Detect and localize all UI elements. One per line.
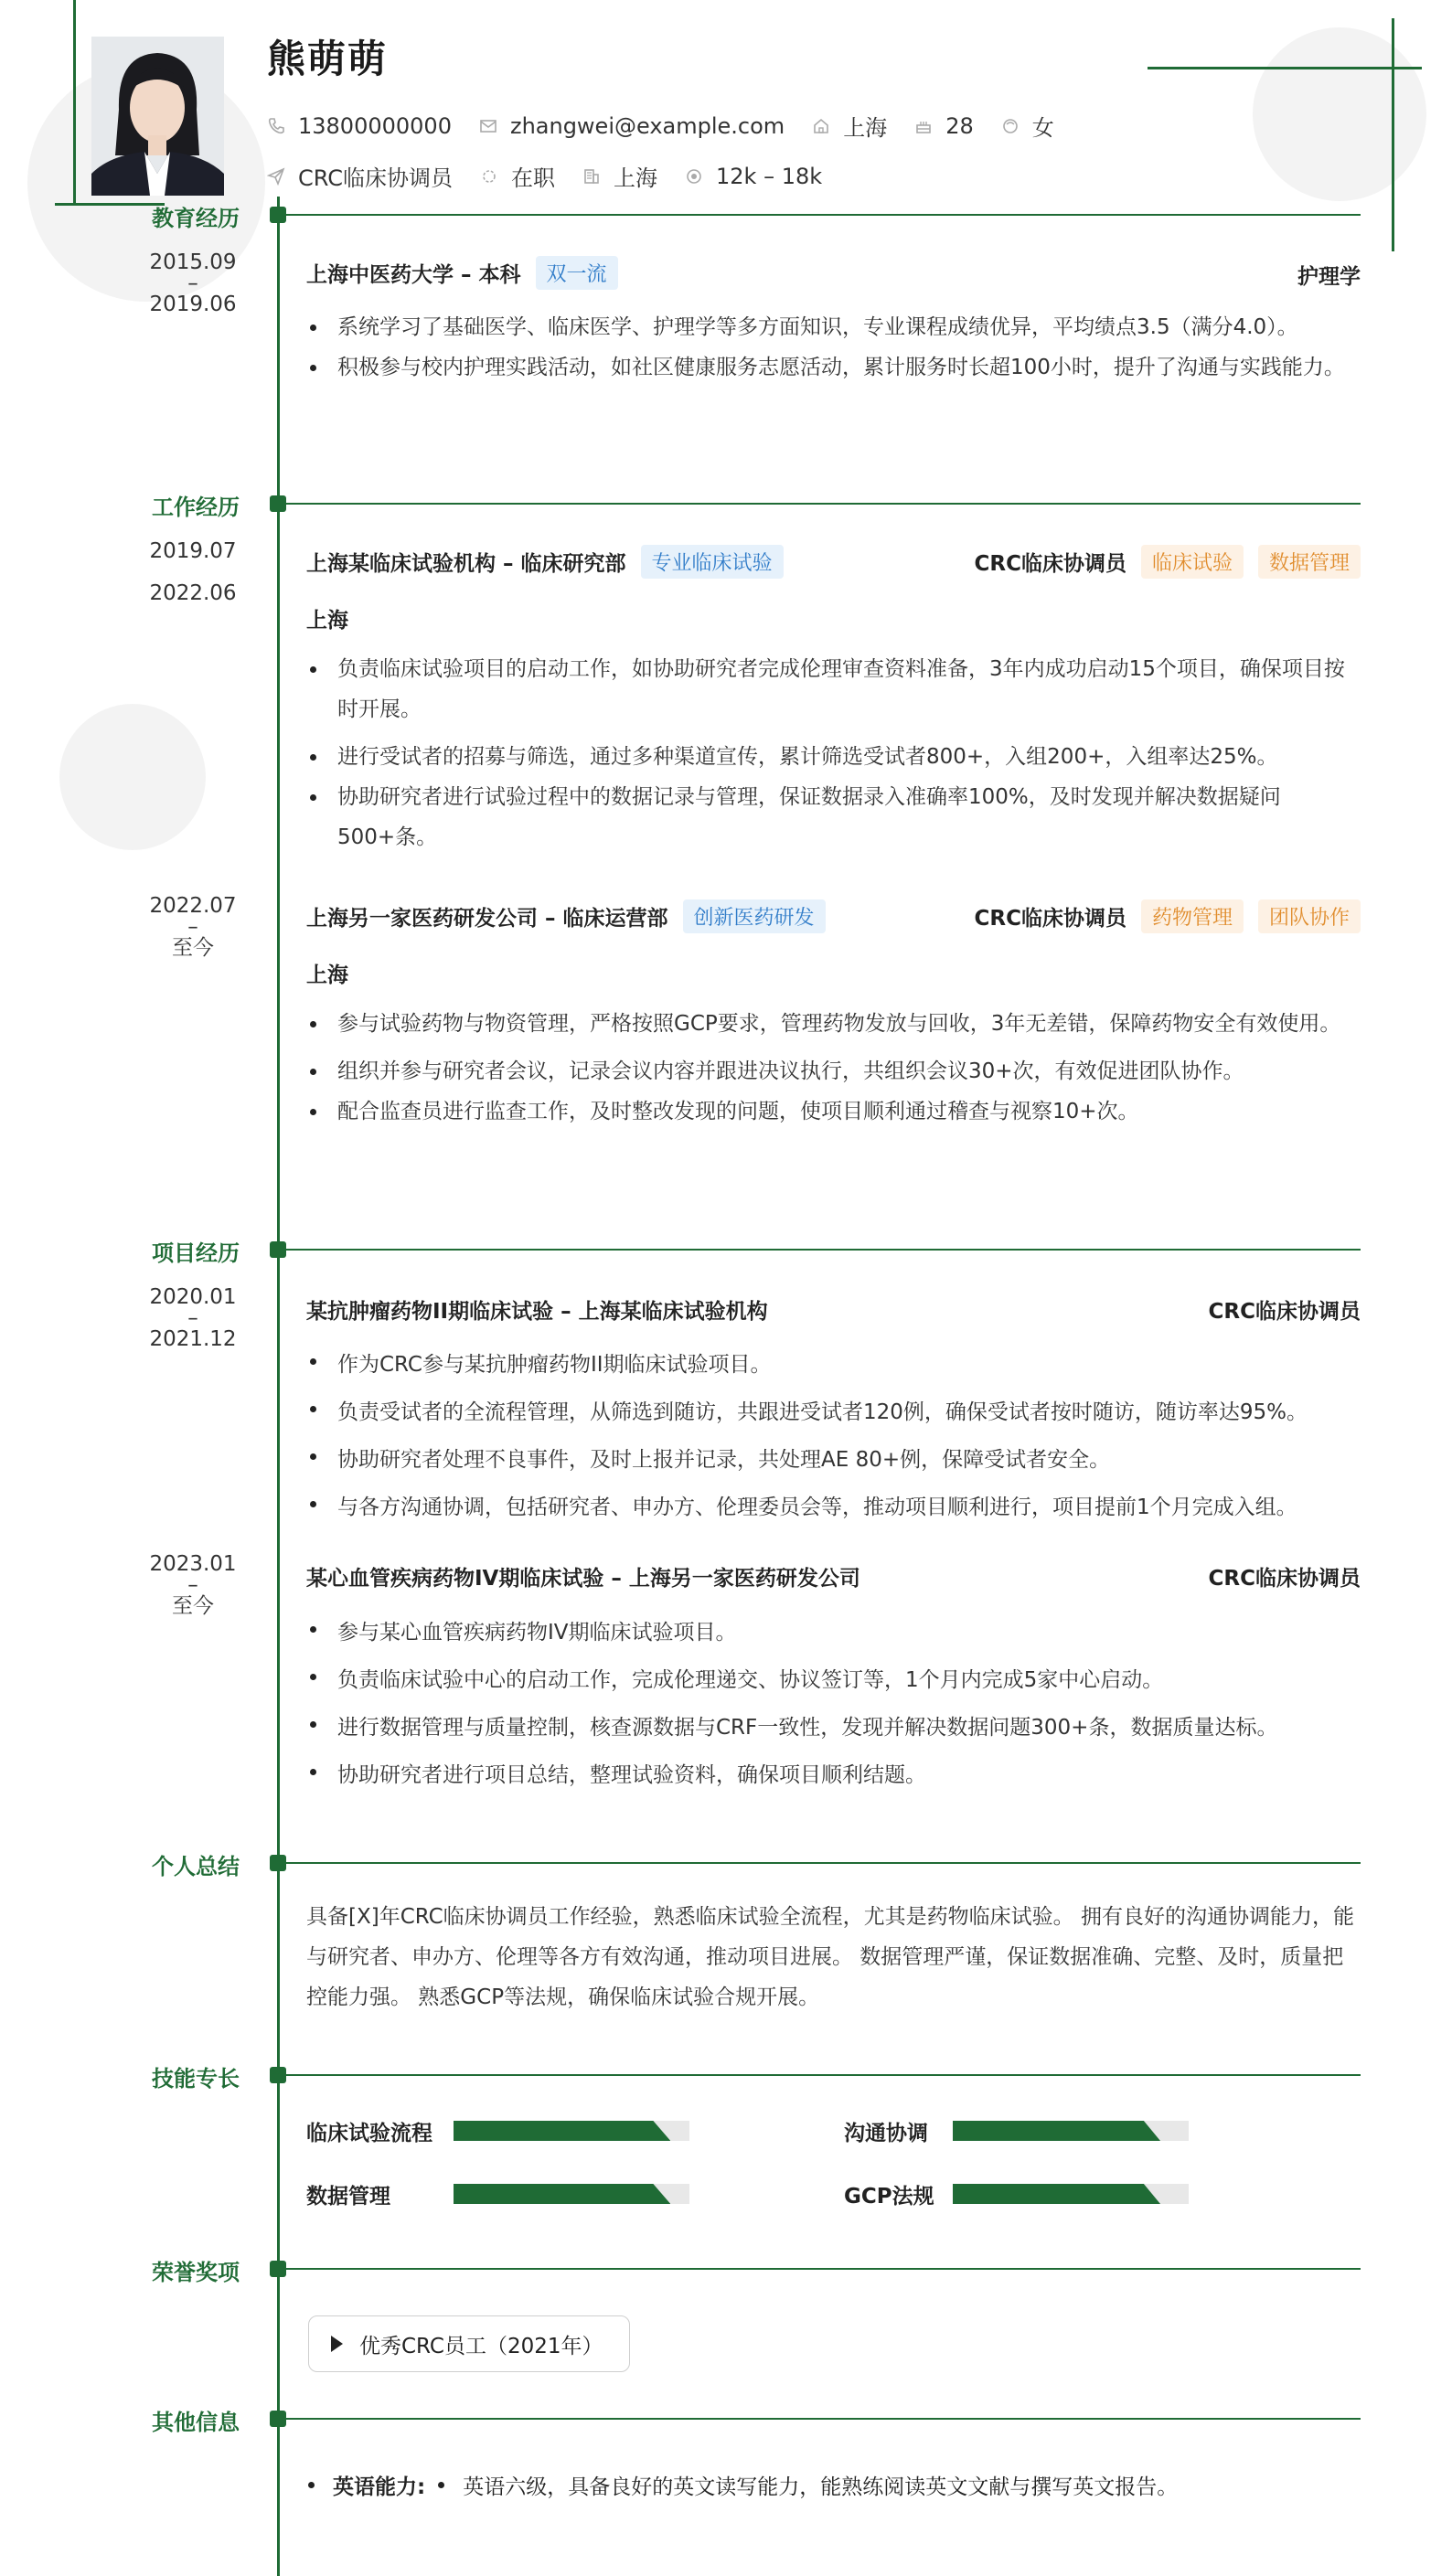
section-title-education: 教育经历 [152,206,240,231]
section-title-work: 工作经历 [152,495,240,520]
salary-text: 12k – 18k [716,163,823,189]
status-item [480,160,555,192]
other-label: 英语能力: [333,2475,426,2499]
gender-icon [1001,117,1020,135]
section-divider [280,2268,1361,2270]
status-icon [480,167,498,186]
work-role [974,899,1361,933]
play-icon [331,2336,343,2352]
work-bullets [306,649,1362,865]
skill-fill [454,2121,670,2141]
work-title [306,545,784,579]
decor-line [1148,67,1422,69]
project-date: 2020.01 – 2021.12 [149,1285,237,1351]
timeline-line [277,197,280,2576]
decor-line [73,0,76,206]
role-tag: 临床试验 [1141,545,1244,579]
list-item: 进行受试者的招募与筛选，通过多种渠道宣传，累计筛选受试者800+，入组200+，入组率达25%。 [306,737,1362,777]
list-item: 参与某心血管疾病药物IV期临床试验项目。 [306,1609,1367,1656]
skill-name: 沟通协调 [844,2122,928,2145]
work-city-item [582,160,657,192]
list-item: 负责受试者的全流程管理，从筛选到随访，共跟进受试者120例，确保受试者按时随访，随访率达95%。 [306,1389,1367,1436]
email-text: zhangwei@example.com [509,112,785,139]
skill-fill [454,2184,670,2204]
status-text: 在职 [511,165,555,191]
summary-text: 具备[X]年CRC临床协调员工作经验，熟悉临床试验全流程，尤其是药物临床试验。 拥有良好的沟通协调能力，能与研究者、申办方、伦理等各方有效沟通，推动项目进展。 数据管理严谨，保证数据准确、完整、及时，质量把控能力强。 熟悉GCP等法规，确保临床试验合规开展。 [306,1905,1354,2009]
role-tag: 数据管理 [1258,545,1361,579]
list-item: 参与试验药物与物资管理，严格按照GCP要求，管理药物发放与回收，3年无差错，保障药物安全有效使用。 [306,1004,1362,1044]
section-title-other: 其他信息 [152,2410,240,2435]
city-text: 上海 [843,115,888,141]
project-date: 2023.01 – 至今 [149,1552,237,1618]
list-item: 系统学习了基础医学、临床医学、护理学等多方面知识，专业课程成绩优异，平均绩点3.5（满分4.0）。 [306,307,1362,347]
role-name: CRC临床协调员 [974,907,1126,931]
section-divider [280,214,1361,216]
work-location: 上海 [306,609,348,633]
skill-bar [953,2121,1189,2141]
project-bullets [306,1341,1367,1531]
section-title-project: 项目经历 [152,1240,240,1266]
section-title-summary: 个人总结 [152,1854,240,1879]
building-icon [582,167,601,186]
project-role: CRC临床协调员 [1208,1567,1361,1591]
award-text: 优秀CRC员工（2021年） [359,2334,603,2358]
skill-bar [953,2184,1189,2204]
work-role [974,545,1361,579]
work-location: 上海 [306,963,348,987]
work-city-text: 上海 [614,165,657,191]
edu-bullets [306,307,1362,388]
edu-date: 2015.09 – 2019.06 [149,250,237,316]
send-icon [267,167,285,186]
decor-line [1392,18,1394,251]
work-title [306,899,826,933]
candidate-name: 熊萌萌 [267,37,389,81]
cake-icon [914,117,933,135]
job-title-text: CRC临床协调员 [298,165,453,191]
section-title-skills: 技能专长 [152,2066,240,2092]
award-item[interactable] [308,2315,630,2372]
list-item: 负责临床试验中心的启动工作，完成伦理递交、协议签订等，1个月内完成5家中心启动。 [306,1656,1367,1704]
section-divider [280,503,1361,505]
other-text: 英语六级，具备良好的英文读写能力，能熟练阅读英文文献与撰写英文报告。 [463,2475,1179,2499]
contact-row [267,110,1082,142]
skill-bar [454,2184,689,2204]
other-info [306,2470,1178,2500]
home-icon [812,117,830,135]
role-tag: 药物管理 [1141,899,1244,933]
decor-circle-mid-left [59,704,206,850]
school-tag: 双一流 [536,256,618,290]
project-role: CRC临床协调员 [1208,1300,1361,1324]
section-divider [280,2418,1361,2420]
skill-name: 临床试验流程 [306,2122,432,2145]
edu-title [306,256,618,290]
email-item [479,113,785,139]
age-item [914,113,974,139]
list-item: 进行数据管理与质量控制，核查源数据与CRF一致性，发现并解决数据问题300+条，数据质量达标。 [306,1704,1367,1751]
job-title-item [267,160,453,192]
school-name: 上海中医药大学 – 本科 [306,263,521,287]
company-tag: 专业临床试验 [641,545,784,579]
gender-text: 女 [1031,115,1054,141]
age-text: 28 [945,112,974,139]
list-item: 作为CRC参与某抗肿瘤药物II期临床试验项目。 [306,1341,1367,1389]
edu-major: 护理学 [1297,265,1361,289]
list-item: 协助研究者进行试验过程中的数据记录与管理，保证数据录入准确率100%，及时发现并解决数据疑问500+条。 [306,777,1362,857]
section-title-awards: 荣誉奖项 [152,2260,240,2285]
role-name: CRC临床协调员 [974,552,1126,576]
role-tag: 团队协作 [1258,899,1361,933]
skill-name: 数据管理 [306,2185,390,2209]
project-bullets [306,1609,1367,1799]
company-tag: 创新医药研发 [683,899,826,933]
work-bullets [306,1004,1362,1132]
skill-bar [454,2121,689,2141]
section-divider [280,1249,1361,1251]
company-name: 上海某临床试验机构 – 临床研究部 [306,552,626,576]
section-divider [280,2074,1361,2076]
job-intent-row [267,160,849,192]
skill-fill [953,2121,1160,2141]
phone-item [267,113,452,139]
mail-icon [479,117,497,135]
list-item: 积极参与校内护理实践活动，如社区健康服务志愿活动，累计服务时长超100小时，提升了沟通与实践能力。 [306,347,1362,388]
project-title: 某抗肿瘤药物II期临床试验 – 上海某临床试验机构 [306,1300,768,1324]
city-item [812,110,887,142]
list-item: 组织并参与研究者会议，记录会议内容并跟进决议执行，共组织会议30+次，有效促进团队协作。 [306,1051,1362,1091]
gender-item [1001,110,1054,142]
project-title: 某心血管疾病药物IV期临床试验 – 上海另一家医药研发公司 [306,1567,860,1591]
list-item: 协助研究者处理不良事件，及时上报并记录，共处理AE 80+例，保障受试者安全。 [306,1436,1367,1484]
profile-photo [91,37,224,196]
coin-icon [685,167,703,186]
company-name: 上海另一家医药研发公司 – 临床运营部 [306,907,668,931]
list-item: 配合监查员进行监查工作，及时整改发现的问题，使项目顺利通过稽查与视察10+次。 [306,1091,1362,1132]
skill-fill [953,2184,1160,2204]
work-date: 2019.07 2022.06 [149,539,237,605]
work-date: 2022.07 – 至今 [149,894,237,960]
skill-name: GCP法规 [844,2185,934,2209]
phone-icon [267,117,285,135]
phone-text: 13800000000 [298,112,452,139]
section-divider [280,1862,1361,1864]
list-item: 与各方沟通协调，包括研究者、申办方、伦理委员会等，推动项目顺利进行，项目提前1个月完成入组。 [306,1484,1367,1531]
decor-circle-top-right [1253,27,1426,201]
salary-item [685,164,822,189]
list-item: 协助研究者进行项目总结，整理试验资料，确保项目顺利结题。 [306,1751,1367,1799]
list-item: 负责临床试验项目的启动工作，如协助研究者完成伦理审查资料准备，3年内成功启动15个项目，确保项目按时开展。 [306,649,1362,729]
